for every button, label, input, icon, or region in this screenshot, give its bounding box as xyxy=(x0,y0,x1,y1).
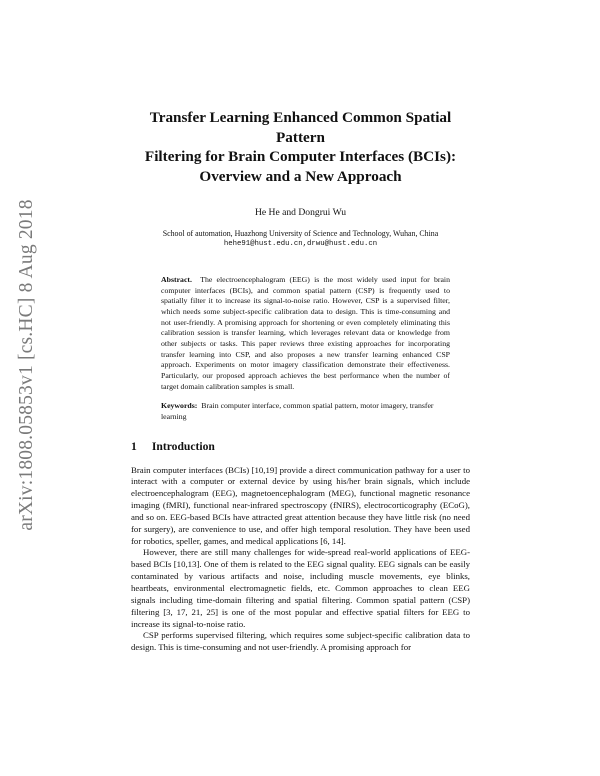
keywords-text: Brain computer interface, common spatial pattern, motor imagery, transfer learning xyxy=(161,401,434,421)
title-line: Transfer Learning Enhanced Common Spatial Pattern xyxy=(149,109,452,146)
author-names: He He and Dongrui Wu xyxy=(254,207,347,218)
keywords-label: Keywords: xyxy=(161,401,198,411)
abstract-label: Abstract. xyxy=(161,275,192,284)
body-paragraph: Brain computer interfaces (BCIs) [10,19] provide a direct communication pathway for a user to interact with a computer or external device by using his/her brain signals, which include electroencephalogram (EEG), magnetoencephalogram (MEG), functional magnetic resonance imaging (fMRI), functional near-infrared spectroscopy (fNIRS), electrocorticography (ECoG), and so on. EEG-based BCIs have attracted great attention because they have little risk (no need for surgery), are convenience to use, and offer high temporal resolution. They have been used for robotics, speller, games, and medical applications [6, 14]. xyxy=(131,464,470,546)
arxiv-identifier: arXiv:1808.05853v1 [cs.HC] 8 Aug 2018 xyxy=(16,199,37,531)
abstract xyxy=(161,275,450,392)
section-heading xyxy=(131,440,470,453)
body-paragraph: However, there are still many challenges for wide-spread real-world applications of EEG-based BCIs [10,13]. One of them is related to the EEG signal quality. EEG signals can be easily contaminated by various artifacts and noise, including muscle movements, eye blinks, heartbeats, environmental electromagnetic fields, etc. Common approaches to clean EEG signals including time-domain filtering and spatial filtering. Common spatial pattern (CSP) filtering [3, 17, 21, 25] is one of the most popular and effective spatial filters for EEG to increase its signal-to-noise ratio. xyxy=(131,547,470,629)
arxiv-identifier-sidebar xyxy=(10,180,44,550)
section-number: 1 xyxy=(131,439,137,453)
title-line: Filtering for Brain Computer Interfaces (BCIs): xyxy=(144,148,457,165)
affiliation: School of automation, Huazhong University of Science and Technology, Wuhan, China xyxy=(162,229,439,238)
body-paragraph: CSP performs supervised filtering, which requires some subject-specific calibration data to design. This is time-consuming and not user-friendly. A promising approach for xyxy=(131,630,470,653)
paper-page xyxy=(131,108,470,654)
title-line: Overview and a New Approach xyxy=(199,167,402,185)
paper-title xyxy=(131,108,470,186)
author-emails: hehe91@hust.edu.cn,drwu@hust.edu.cn xyxy=(223,240,378,248)
abstract-text: The electroencephalogram (EEG) is the most widely used input for brain computer interfaces (BCIs), and common spatial pattern (CSP) is frequently used to spatially filter it to increase its signal-to-noise ratio. However, CSP is a supervised filter, which needs some subject-specific calibration data to design. This is time-consuming and not user-friendly. A promising approach for shortening or even completely eliminating this calibration session is transfer learning, which leverages relevant data or knowledge from other subjects or tasks. This paper reviews three existing approaches for incorporating transfer learning into CSP, and also proposes a new transfer learning enhanced CSP approach. Experiments on motor imagery classification demonstrate their effectiveness. Particularly, our proposed approach achieves the best performance when the number of target domain calibration samples is small. xyxy=(161,275,450,391)
section-title: Introduction xyxy=(151,439,215,453)
keywords xyxy=(161,401,450,422)
